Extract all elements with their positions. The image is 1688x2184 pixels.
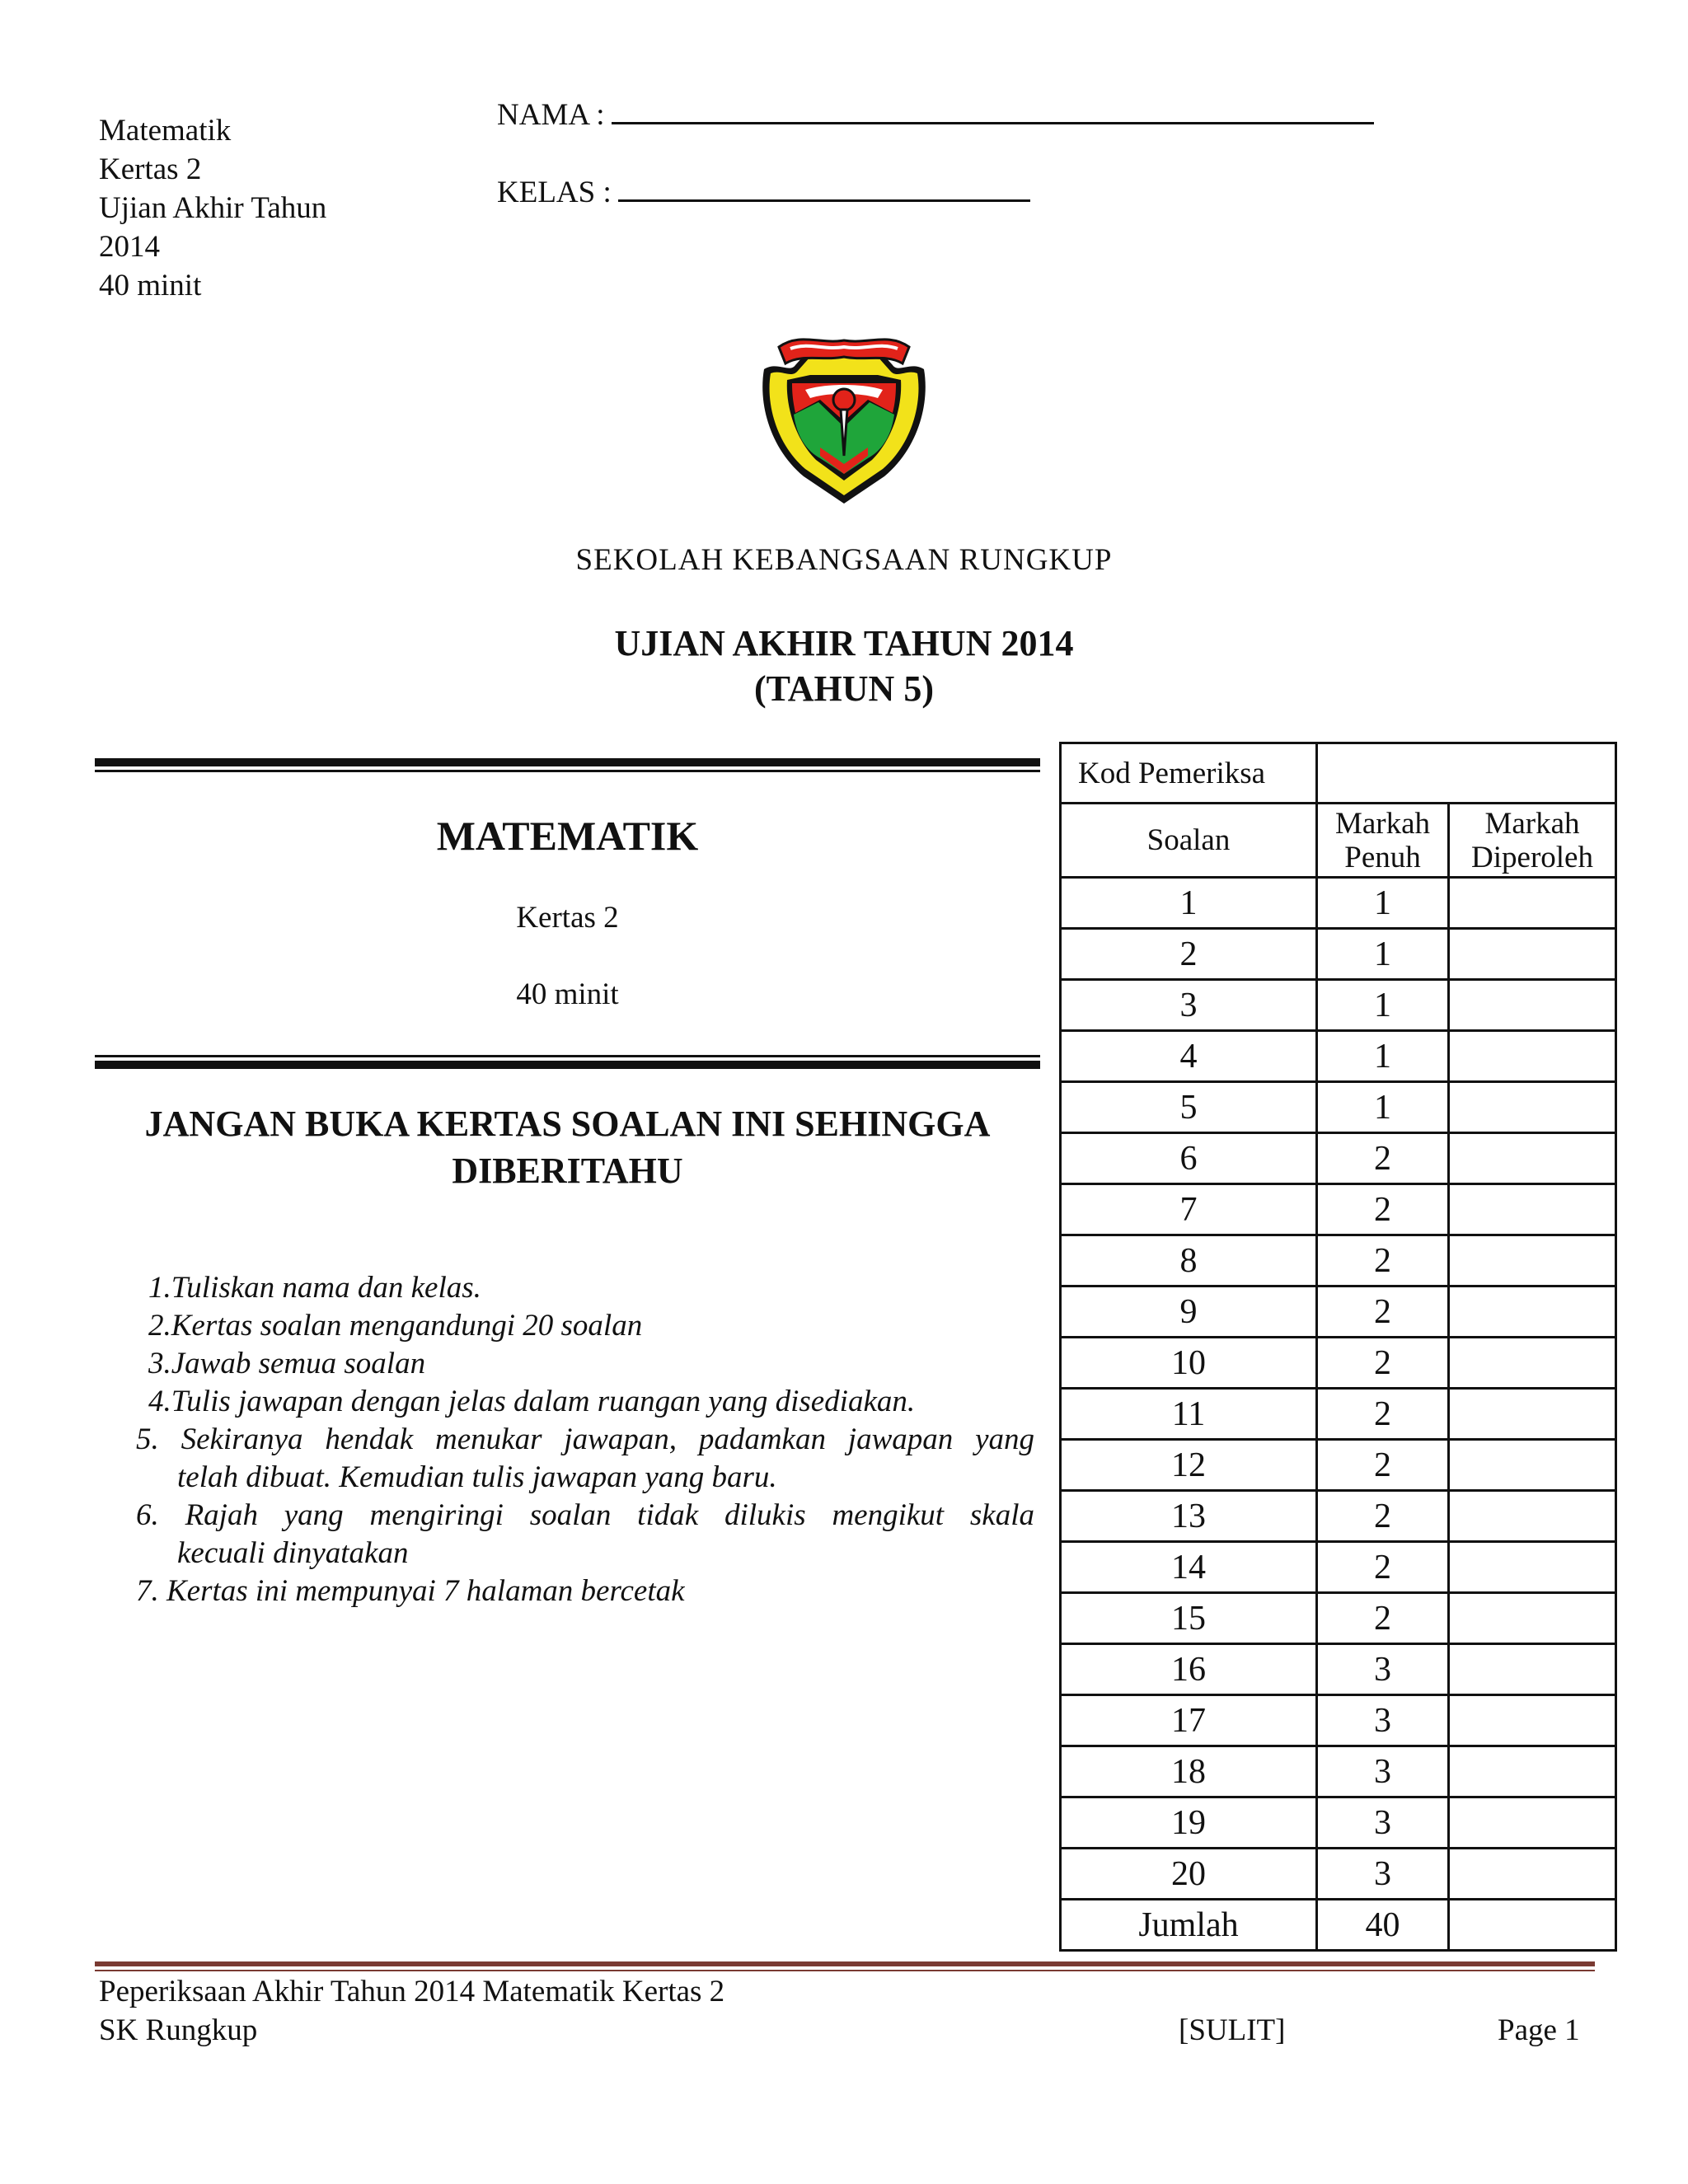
paper-info-line: Matematik [99,114,232,148]
full-marks: 3 [1317,1797,1449,1849]
question-number: 6 [1061,1133,1317,1184]
marks-obtained-cell[interactable] [1449,1389,1616,1440]
marks-obtained-cell[interactable] [1449,980,1616,1031]
question-number: 8 [1061,1235,1317,1286]
full-marks: 1 [1317,878,1449,929]
instruction-item: 2.Kertas soalan mengandungi 20 soalan [148,1309,643,1343]
full-marks: 1 [1317,1082,1449,1133]
instruction-item: 5. Sekiranya hendak menukar jawapan, padamkan jawapan yang [136,1422,1034,1456]
marks-row [1061,1440,1616,1491]
full-marks: 2 [1317,1338,1449,1389]
marks-obtained-cell[interactable] [1449,929,1616,980]
question-number: 4 [1061,1031,1317,1082]
exam-title: UJIAN AKHIR TAHUN 2014 [614,623,1074,663]
instruction-item-continued: kecuali dinyatakan [177,1536,409,1570]
marks-obtained-cell[interactable] [1449,1184,1616,1235]
marks-obtained-cell[interactable] [1449,1593,1616,1644]
marks-row [1061,1695,1616,1746]
column-header-marks-obtained-line2: Diperoleh [1471,840,1593,874]
marks-table [1059,742,1617,1952]
marks-obtained-cell[interactable] [1449,1338,1616,1389]
question-number: 7 [1061,1184,1317,1235]
instruction-item: 3.Jawab semua soalan [148,1347,426,1380]
column-header-marks-obtained-line1: Markah [1484,806,1580,841]
marks-obtained-cell[interactable] [1449,1082,1616,1133]
full-marks: 1 [1317,980,1449,1031]
full-marks: 3 [1317,1695,1449,1746]
column-header-full-marks-line1: Markah [1334,806,1431,841]
exam-year-group: (TAHUN 5) [754,668,934,709]
top-thin-rule [95,770,1040,772]
marks-row [1061,1286,1616,1338]
marks-row [1061,929,1616,980]
question-number: 3 [1061,980,1317,1031]
column-header-marks-obtained [1449,804,1616,878]
marks-row [1061,1133,1616,1184]
marks-obtained-cell[interactable] [1449,1286,1616,1338]
marks-obtained-cell[interactable] [1449,1746,1616,1797]
question-number: 19 [1061,1797,1317,1849]
subject-title: MATEMATIK [436,813,699,859]
paper-info-line: 40 minit [99,269,202,302]
marks-row [1061,1338,1616,1389]
question-number: 10 [1061,1338,1317,1389]
name-label: NAMA : [497,98,605,132]
question-number: 20 [1061,1849,1317,1900]
question-number: 1 [1061,878,1317,929]
instruction-item: 6. Rajah yang mengiringi soalan tidak dilukis mengikut skala [136,1498,1034,1532]
paper-info-line: Kertas 2 [99,152,202,186]
bottom-thin-rule [95,1055,1040,1057]
examiner-code-label: Kod Pemeriksa [1061,743,1317,804]
instructions-list [136,1269,1034,1610]
instruction-item-continued: telah dibuat. Kemudian tulis jawapan yang baru. [177,1460,777,1494]
paper-info [99,111,326,305]
paper-info-line: Ujian Akhir Tahun [99,191,327,225]
full-marks: 2 [1317,1235,1449,1286]
total-label: Jumlah [1061,1900,1317,1951]
footer-school: SK Rungkup [99,2013,258,2047]
full-marks: 2 [1317,1542,1449,1593]
top-thick-rule [95,758,1040,766]
instruction-item: 1.Tuliskan nama dan kelas. [148,1271,481,1305]
instruction-item: 4.Tulis jawapan dengan jelas dalam ruangan yang disediakan. [148,1385,916,1418]
examiner-row [1061,743,1616,804]
marks-row [1061,1797,1616,1849]
column-header-full-marks-line2: Penuh [1344,840,1421,874]
marks-row [1061,1542,1616,1593]
full-marks: 1 [1317,929,1449,980]
paper-number: Kertas 2 [516,901,619,935]
marks-row [1061,1746,1616,1797]
question-number: 2 [1061,929,1317,980]
marks-row [1061,1644,1616,1695]
question-number: 14 [1061,1542,1317,1593]
footer-rule [95,1961,1595,1966]
marks-obtained-cell[interactable] [1449,1133,1616,1184]
school-name: SEKOLAH KEBANGSAAN RUNGKUP [575,543,1113,577]
class-blank-line[interactable] [618,175,1030,202]
full-marks: 2 [1317,1286,1449,1338]
marks-obtained-cell[interactable] [1449,1542,1616,1593]
full-marks: 2 [1317,1491,1449,1542]
full-marks: 1 [1317,1031,1449,1082]
marks-obtained-cell[interactable] [1449,1491,1616,1542]
footer-rule-thin [95,1970,1595,1971]
marks-obtained-cell[interactable] [1449,1695,1616,1746]
warning-line-1: JANGAN BUKA KERTAS SOALAN INI SEHINGGA [144,1104,991,1144]
footer-exam-title: Peperiksaan Akhir Tahun 2014 Matematik Kertas 2 [99,1975,725,2008]
column-header-full-marks [1317,804,1449,878]
question-number: 12 [1061,1440,1317,1491]
question-number: 18 [1061,1746,1317,1797]
marks-row [1061,1031,1616,1082]
name-blank-line[interactable] [612,97,1374,124]
marks-obtained-cell[interactable] [1449,1797,1616,1849]
question-number: 11 [1061,1389,1317,1440]
marks-row [1061,1491,1616,1542]
question-number: 16 [1061,1644,1317,1695]
marks-row [1061,1849,1616,1900]
marks-obtained-cell[interactable] [1449,1644,1616,1695]
name-field[interactable] [497,97,1374,133]
school-crest-icon [754,324,934,507]
full-marks: 3 [1317,1644,1449,1695]
column-header-question: Soalan [1061,804,1317,878]
full-marks: 2 [1317,1389,1449,1440]
question-number: 9 [1061,1286,1317,1338]
marks-row [1061,1082,1616,1133]
bottom-thick-rule [95,1061,1040,1069]
paper-info-line: 2014 [99,230,160,264]
class-field[interactable] [497,175,1030,210]
marks-obtained-cell[interactable] [1449,1849,1616,1900]
footer-page-number: Page 1 [1498,2013,1580,2047]
marks-obtained-cell[interactable] [1449,878,1616,929]
full-marks: 3 [1317,1746,1449,1797]
full-marks: 2 [1317,1440,1449,1491]
full-marks: 2 [1317,1593,1449,1644]
total-row [1061,1900,1616,1951]
marks-row [1061,1235,1616,1286]
marks-row [1061,1389,1616,1440]
class-label: KELAS : [497,176,612,209]
question-number: 15 [1061,1593,1317,1644]
full-marks: 2 [1317,1133,1449,1184]
full-marks: 2 [1317,1184,1449,1235]
warning-line-2: DIBERITAHU [452,1151,683,1191]
question-number: 13 [1061,1491,1317,1542]
examiner-code-cell[interactable] [1317,743,1616,804]
marks-row [1061,878,1616,929]
marks-header-row [1061,804,1616,878]
marks-row [1061,980,1616,1031]
marks-obtained-cell[interactable] [1449,1235,1616,1286]
marks-obtained-cell[interactable] [1449,1031,1616,1082]
instruction-item: 7. Kertas ini mempunyai 7 halaman bercetak [136,1574,685,1608]
total-full-marks: 40 [1317,1900,1449,1951]
total-marks-obtained-cell[interactable] [1449,1900,1616,1951]
marks-obtained-cell[interactable] [1449,1440,1616,1491]
marks-row [1061,1593,1616,1644]
footer-classification: [SULIT] [1179,2013,1286,2047]
full-marks: 3 [1317,1849,1449,1900]
paper-duration: 40 minit [516,977,619,1011]
marks-row [1061,1184,1616,1235]
question-number: 5 [1061,1082,1317,1133]
question-number: 17 [1061,1695,1317,1746]
